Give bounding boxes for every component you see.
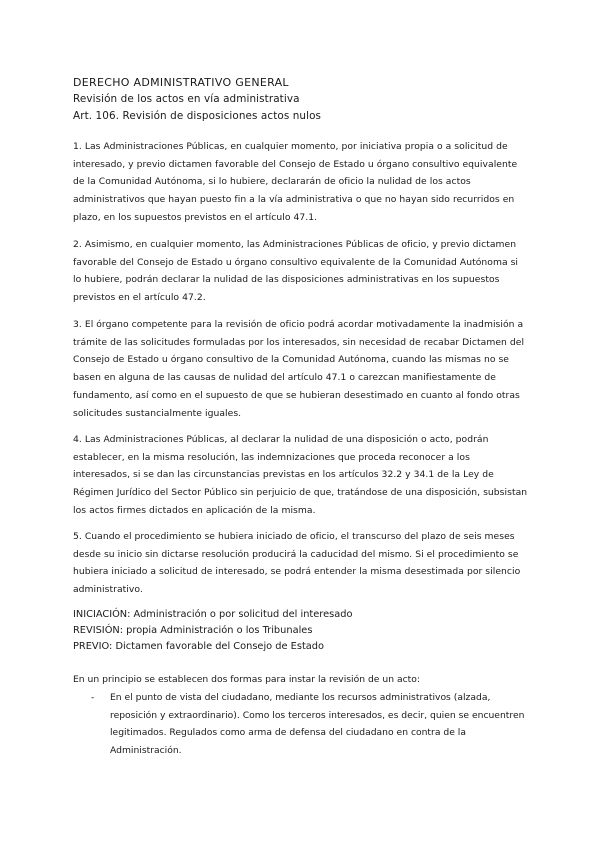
document-title: DERECHO ADMINISTRATIVO GENERAL — [73, 76, 289, 89]
paragraph-text: 1. Las Administraciones Públicas, en cualquier momento, por iniciativa propia o a solicitud de interesado, y previo dictamen favorable del Consejo de Estado u órgano consultivo equivalente de la Comunidad Autónoma, si lo hubiere, declararán de oficio la nulidad de los actos administrativos que hayan puesto fin a la vía administrativa o que no hayan sido recurridos en plazo, en los supuestos previstos en el artículo 47.1. — [73, 141, 518, 223]
summary-value: propia Administración o los Tribunales — [123, 625, 313, 637]
list-item — [73, 689, 528, 760]
summary-value: Dictamen favorable del Consejo de Estado — [112, 641, 325, 653]
paragraph-3 — [73, 316, 528, 422]
summary-iniciacion — [73, 607, 528, 623]
summary-key: PREVIO: — [73, 641, 113, 653]
document-subtitle: Revisión de los actos en vía administrativa — [73, 93, 300, 105]
summary-key: INICIACIÓN: — [73, 609, 131, 620]
dash-bullet: - — [91, 692, 95, 703]
paragraph-text: 4. Las Administraciones Públicas, al declarar la nulidad de una disposición o acto, podrán establecer, en la misma resolución, las indemnizaciones que proceda reconocer a los interesados, si se dan las circunstancias previstas en los artículos 32.2 y 34.1 de la Ley de Régimen Jurídico del Sector Público sin perjuicio de que, tratándose de una disposición, subsistan los actos firmes dictados en aplicación de la misma. — [73, 434, 528, 516]
summary-previo — [73, 639, 528, 655]
document-header — [73, 74, 533, 125]
summary-revision — [73, 623, 528, 639]
paragraph-text: 5. Cuando el procedimiento se hubiera iniciado de oficio, el transcurso del plazo de seis meses desde su inicio sin dictarse resolución producirá la caducidad del mismo. Si el procedimiento se hubiera iniciado a solicitud de interesado, se podrá entender la misma desestimada por silencio administrativo. — [73, 531, 521, 596]
article-heading: Art. 106. Revisión de disposiciones actos nulos — [73, 110, 322, 122]
bullet-list — [73, 689, 528, 760]
summary-block — [73, 607, 528, 656]
list-item-text: En el punto de vista del ciudadano, mediante los recursos administrativos (alzada, reposición y extraordinario). Como los terceros interesados, es decir, quien se encuentren legitimados. Regulados como arma de defensa del ciudadano en contra de la Administración. — [110, 692, 525, 757]
paragraph-text: 2. Asimismo, en cualquier momento, las Administraciones Públicas de oficio, y previo dictamen favorable del Consejo de Estado u órgano consultivo equivalente de la Comunidad Autónoma si lo hubiere, podrán declarar la nulidad de las disposiciones administrativas en los supuestos previstos en el artículo 47.2. — [73, 239, 519, 304]
paragraph-2 — [73, 236, 528, 307]
paragraph-5 — [73, 528, 528, 599]
paragraph-text: 3. El órgano competente para la revisión de oficio podrá acordar motivadamente la inadmisión a trámite de las solicitudes formuladas por los interesados, sin necesidad de recabar Dictamen del Consejo de Estado u órgano consultivo de la Comunidad Autónoma, cuando las mismas no se basen en alguna de las causas de nulidad del artículo 47.1 o carezcan manifiestamente de fundamento, así como en el supuesto de que se hubieran desestimado en cuanto al fondo otras solicitudes sustancialmente iguales. — [73, 319, 525, 419]
summary-key: REVISIÓN: — [73, 625, 124, 637]
paragraph-1 — [73, 138, 528, 227]
paragraph-4 — [73, 431, 528, 520]
intro-text: En un principio se establecen dos formas para instar la revisión de un acto: — [73, 674, 420, 685]
summary-value: Administración o por solicitud del interesado — [130, 609, 353, 620]
